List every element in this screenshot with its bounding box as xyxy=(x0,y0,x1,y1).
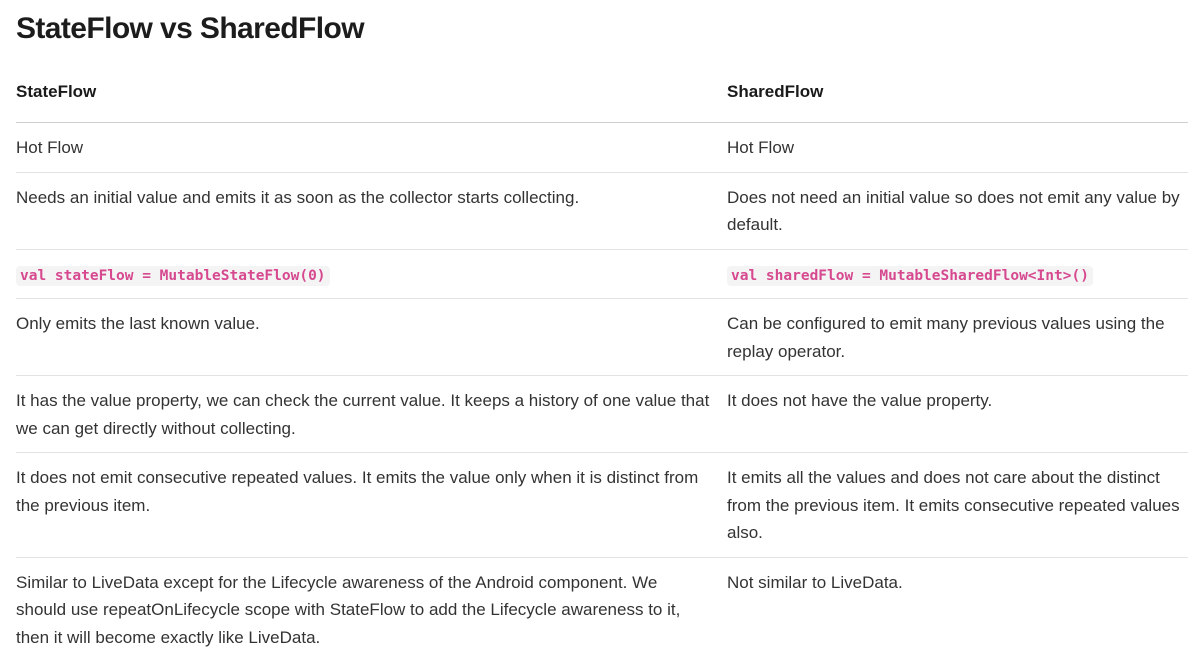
cell-stateflow: Hot Flow xyxy=(16,123,727,173)
table-row xyxy=(16,123,1188,173)
table-row xyxy=(16,453,1188,558)
cell-stateflow: Similar to LiveData except for the Lifecycle awareness of the Android component. We should use repeatOnLifecycle scope with StateFlow to add the Lifecycle awareness to it, then it will become exactly like LiveData. xyxy=(16,572,681,647)
cell-stateflow xyxy=(16,249,727,299)
code-snippet: val stateFlow = MutableStateFlow(0) xyxy=(16,266,330,286)
cell-stateflow: It does not emit consecutive repeated values. It emits the value only when it is distinct from the previous item. xyxy=(16,453,727,558)
header-stateflow: StateFlow xyxy=(16,78,727,123)
code-snippet: val sharedFlow = MutableSharedFlow<Int>() xyxy=(727,266,1093,286)
table-row xyxy=(16,376,1188,453)
cell-sharedflow: Can be configured to emit many previous values using the replay operator. xyxy=(727,299,1188,376)
cell-sharedflow: It does not have the value property. xyxy=(727,376,1188,453)
table-row xyxy=(16,172,1188,249)
table-header-row xyxy=(16,78,1188,123)
comparison-table xyxy=(16,78,1188,661)
cell-sharedflow: Does not need an initial value so does not emit any value by default. xyxy=(727,172,1188,249)
page-title: StateFlow vs SharedFlow xyxy=(16,12,364,45)
header-sharedflow: SharedFlow xyxy=(727,78,1188,123)
table-row xyxy=(16,249,1188,299)
cell-stateflow: It has the value property, we can check the current value. It keeps a history of one value that we can get directly without collecting. xyxy=(16,376,727,453)
cell-sharedflow: Hot Flow xyxy=(727,123,1188,173)
table-row xyxy=(16,299,1188,376)
cell-stateflow: Needs an initial value and emits it as soon as the collector starts collecting. xyxy=(16,172,727,249)
cell-stateflow: Only emits the last known value. xyxy=(16,299,727,376)
cell-sharedflow: It emits all the values and does not care about the distinct from the previous item. It emits consecutive repeated values also. xyxy=(727,453,1188,558)
cell-sharedflow: Not similar to LiveData. xyxy=(727,572,903,592)
table-row xyxy=(16,557,1188,661)
cell-sharedflow xyxy=(727,249,1188,299)
